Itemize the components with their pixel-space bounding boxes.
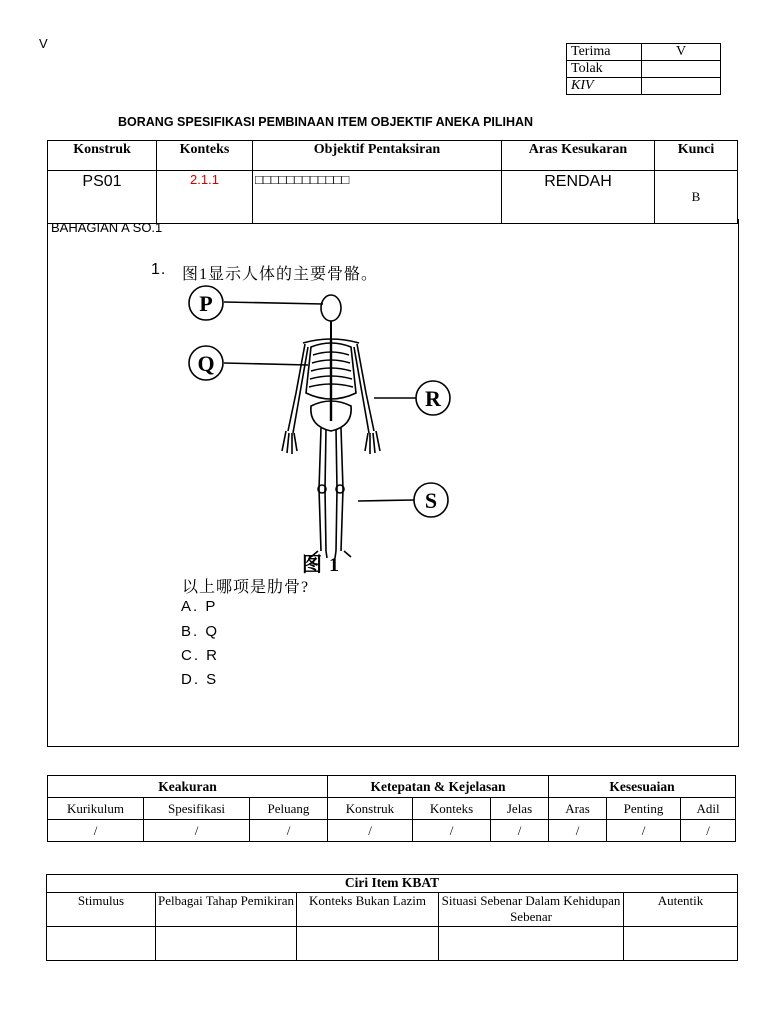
status-label: KIV bbox=[567, 78, 642, 95]
kbat-title-row bbox=[47, 875, 738, 893]
kbat-table bbox=[46, 874, 738, 961]
kunci-value: B bbox=[655, 171, 738, 224]
header-konstruk: Konstruk bbox=[48, 141, 157, 171]
label-r: R bbox=[425, 386, 441, 411]
option-a: A. P bbox=[181, 598, 218, 615]
mark-konteks: / bbox=[413, 820, 491, 842]
kbat-title: Ciri Item KBAT bbox=[47, 875, 738, 893]
review-status-table bbox=[566, 43, 721, 95]
leader-line-p bbox=[224, 302, 323, 304]
status-value bbox=[642, 61, 721, 78]
kbat-entry-stimulus[interactable] bbox=[47, 927, 156, 961]
mark-adil: / bbox=[681, 820, 736, 842]
mark-penting: / bbox=[607, 820, 681, 842]
col-peluang: Peluang bbox=[250, 798, 328, 820]
mark-konstruk: / bbox=[328, 820, 413, 842]
kbat-col-situasi: Situasi Sebenar Dalam Kehidupan Sebenar bbox=[439, 893, 624, 927]
header-konteks: Konteks bbox=[157, 141, 253, 171]
mark-aras: / bbox=[549, 820, 607, 842]
group-keakuran: Keakuran bbox=[48, 776, 328, 798]
status-row-kiv bbox=[567, 78, 721, 95]
spec-table bbox=[47, 140, 738, 224]
quality-mark-row bbox=[48, 820, 736, 842]
status-value: V bbox=[642, 44, 721, 61]
spec-value-row bbox=[48, 171, 738, 224]
konteks-value: 2.1.1 bbox=[157, 171, 253, 224]
kbat-entry-pelbagai[interactable] bbox=[156, 927, 297, 961]
question-box bbox=[47, 219, 739, 747]
kbat-entry-row bbox=[47, 927, 738, 961]
header-kunci: Kunci bbox=[655, 141, 738, 171]
col-konteks: Konteks bbox=[413, 798, 491, 820]
form-title: BORANG SPESIFIKASI PEMBINAAN ITEM OBJEKTIF ANEKA PILIHAN bbox=[118, 115, 534, 129]
status-row-tolak bbox=[567, 61, 721, 78]
skull bbox=[321, 295, 341, 321]
question-stem: 图1显示人体的主要骨骼。 bbox=[182, 266, 379, 283]
status-label: Terima bbox=[567, 44, 642, 61]
col-konstruk: Konstruk bbox=[328, 798, 413, 820]
kbat-col-stimulus: Stimulus bbox=[47, 893, 156, 927]
col-aras: Aras bbox=[549, 798, 607, 820]
status-row-terima bbox=[567, 44, 721, 61]
quality-group-row bbox=[48, 776, 736, 798]
figure-caption: 图 1 bbox=[302, 554, 340, 576]
aras-value: RENDAH bbox=[502, 171, 655, 224]
leader-line-s bbox=[358, 500, 414, 501]
kbat-entry-konteks[interactable] bbox=[297, 927, 439, 961]
kbat-entry-autentik[interactable] bbox=[624, 927, 738, 961]
status-label: Tolak bbox=[567, 61, 642, 78]
status-value bbox=[642, 78, 721, 95]
konstruk-value: PS01 bbox=[48, 171, 157, 224]
option-b: B. Q bbox=[181, 623, 220, 640]
mark-kurikulum: / bbox=[48, 820, 144, 842]
quality-column-row bbox=[48, 798, 736, 820]
kbat-col-autentik: Autentik bbox=[624, 893, 738, 927]
mark-spesifikasi: / bbox=[144, 820, 250, 842]
col-penting: Penting bbox=[607, 798, 681, 820]
leader-line-q bbox=[224, 363, 308, 365]
col-spesifikasi: Spesifikasi bbox=[144, 798, 250, 820]
spec-header-row bbox=[48, 141, 738, 171]
section-label: BAHAGIAN A SO.1 bbox=[51, 220, 163, 235]
skeleton-figure bbox=[178, 281, 478, 561]
corner-mark: V bbox=[39, 36, 48, 51]
col-kurikulum: Kurikulum bbox=[48, 798, 144, 820]
kbat-col-konteks: Konteks Bukan Lazim bbox=[297, 893, 439, 927]
header-aras: Aras Kesukaran bbox=[502, 141, 655, 171]
kbat-entry-situasi[interactable] bbox=[439, 927, 624, 961]
label-q: Q bbox=[197, 351, 215, 376]
col-jelas: Jelas bbox=[491, 798, 549, 820]
label-s: S bbox=[424, 488, 438, 513]
option-c: C. R bbox=[181, 647, 219, 664]
mark-peluang: / bbox=[250, 820, 328, 842]
option-d: D. S bbox=[181, 671, 219, 688]
group-kesesuaian: Kesesuaian bbox=[549, 776, 736, 798]
quality-table bbox=[47, 775, 736, 842]
question-prompt: 以上哪项是肋骨? bbox=[182, 579, 310, 596]
group-ketepatan: Ketepatan & Kejelasan bbox=[328, 776, 549, 798]
label-p: P bbox=[199, 291, 213, 316]
kbat-column-row bbox=[47, 893, 738, 927]
header-objektif: Objektif Pentaksiran bbox=[253, 141, 502, 171]
mark-jelas: / bbox=[491, 820, 549, 842]
objektif-value: □□□□□□□□□□□□ bbox=[253, 171, 502, 224]
question-number: 1. bbox=[151, 261, 167, 278]
col-adil: Adil bbox=[681, 798, 736, 820]
kbat-col-pelbagai: Pelbagai Tahap Pemikiran bbox=[156, 893, 297, 927]
